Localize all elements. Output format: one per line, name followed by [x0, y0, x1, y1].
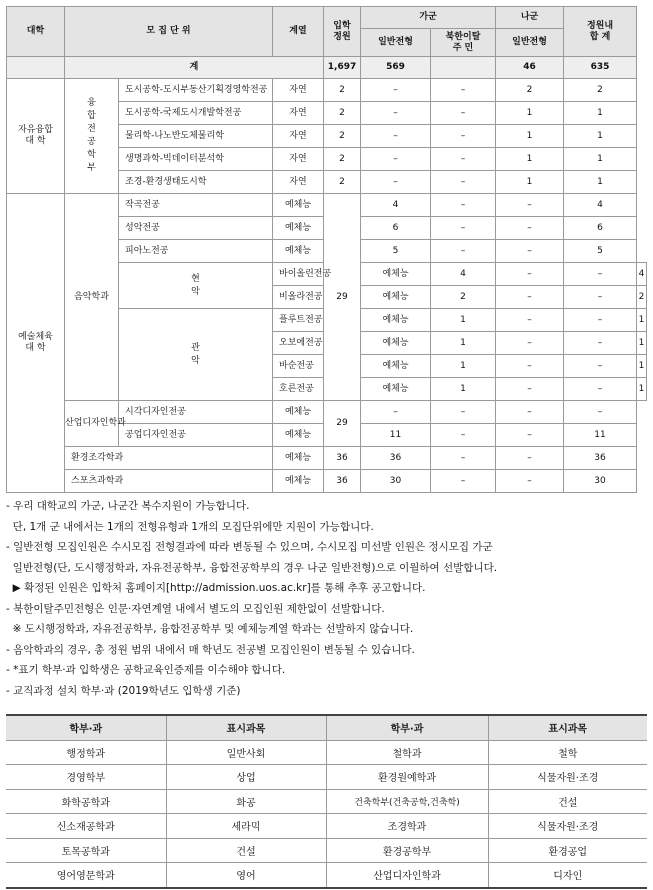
header-total: 정원내 합 계	[564, 7, 637, 57]
track-cell: 예체능	[273, 194, 324, 217]
quota-cell: 2	[324, 125, 361, 148]
major-name: 작곡전공	[119, 194, 273, 217]
ga-nk-cell: –	[431, 447, 496, 470]
sum-ga-nk	[431, 57, 496, 79]
note-line: 일반전형(단, 도시행정학과, 자유전공학부, 융합전공학부의 경우 나군 일반전형)으로 이월하여 선발합니다.	[6, 561, 498, 574]
ga-general-cell: 1	[431, 332, 496, 355]
ga-general-cell: 6	[361, 217, 431, 240]
total-cell: 1	[637, 332, 647, 355]
sum-label: 계	[65, 57, 324, 79]
major-name: 공업디자인전공	[119, 424, 273, 447]
track-cell: 자연	[273, 102, 324, 125]
teaching-header: 표시과목	[488, 715, 647, 740]
ga-nk-cell: –	[431, 148, 496, 171]
ga-nk-cell: –	[431, 102, 496, 125]
na-general-cell: –	[496, 240, 564, 263]
teaching-cell: 행정학과	[6, 740, 166, 765]
sum-quota: 1,697	[324, 57, 361, 79]
ga-general-cell: 4	[361, 194, 431, 217]
total-cell: 11	[564, 424, 637, 447]
na-general-cell: 1	[496, 125, 564, 148]
note-line: ※ 도시행정학과, 자유전공학부, 융합전공학부 및 예체능계열 학과는 선발하지 않습니다.	[6, 623, 414, 635]
teaching-cell: 세라믹	[166, 814, 326, 839]
quota-design: 29	[324, 401, 361, 447]
na-general-cell: 1	[496, 148, 564, 171]
ga-general-cell: –	[361, 171, 431, 194]
na-general-cell: –	[496, 194, 564, 217]
quota-cell: 2	[324, 171, 361, 194]
header-quota: 입학 정원	[324, 7, 361, 57]
track-cell: 예체능	[361, 286, 431, 309]
track-cell: 예체능	[273, 470, 324, 493]
ga-general-cell: –	[361, 148, 431, 171]
total-cell: 4	[637, 263, 647, 286]
ga-nk-cell: –	[431, 240, 496, 263]
header-ga-general: 일반전형	[361, 29, 431, 57]
teaching-cell: 철학	[488, 740, 647, 765]
ga-nk-cell: –	[496, 286, 564, 309]
note-line: - 일반전형 모집인원은 수시모집 전형결과에 따라 변동될 수 있으며, 수시모집 미선발 인원은 정시모집 가군	[6, 541, 493, 553]
total-cell: 1	[637, 378, 647, 401]
teaching-cell: 경영학부	[6, 765, 166, 790]
ga-general-cell: –	[361, 401, 431, 424]
ga-general-cell: 1	[431, 378, 496, 401]
ga-general-cell: 1	[431, 355, 496, 378]
college-fusion: 자유융합 대 학	[7, 79, 65, 194]
total-cell: 1	[564, 102, 637, 125]
track-cell: 자연	[273, 125, 324, 148]
teaching-cell: 식물자원·조경	[488, 765, 647, 790]
sum-ga-general: 569	[361, 57, 431, 79]
note-line: - 교직과정 설치 학부·과 (2019학년도 입학생 기준)	[6, 684, 241, 697]
major-name: 비올라전공	[273, 286, 324, 309]
sum-na-general: 46	[496, 57, 564, 79]
ga-general-cell: 30	[361, 470, 431, 493]
major-name: 도시공학-국제도시개발학전공	[119, 102, 273, 125]
na-general-cell: –	[496, 424, 564, 447]
note-line: - *표기 학부·과 입학생은 공학교육인증제를 이수해야 합니다.	[6, 664, 286, 676]
ga-general-cell: –	[361, 79, 431, 102]
major-name: 오보에전공	[273, 332, 324, 355]
teaching-cell: 철학과	[326, 740, 488, 765]
track-cell: 예체능	[361, 309, 431, 332]
quota-cell: 36	[324, 447, 361, 470]
teaching-cell: 영어	[166, 863, 326, 888]
track-cell: 예체능	[361, 332, 431, 355]
header-track: 계열	[273, 7, 324, 57]
major-name: 도시공학-도시부동산기획경영학전공	[119, 79, 273, 102]
dept-music: 음악학과	[65, 194, 119, 401]
na-general-cell: –	[496, 217, 564, 240]
ga-general-cell: 4	[431, 263, 496, 286]
teaching-cell: 토목공학과	[6, 838, 166, 863]
na-general-cell: 2	[496, 79, 564, 102]
header-ga-nk: 북한이탈 주 민	[431, 29, 496, 57]
na-general-cell: 1	[496, 102, 564, 125]
ga-nk-cell: –	[431, 194, 496, 217]
ga-general-cell: 5	[361, 240, 431, 263]
track-cell: 예체능	[273, 240, 324, 263]
track-cell: 자연	[273, 148, 324, 171]
teaching-cell: 환경원예학과	[326, 765, 488, 790]
major-name: 물리학-나노반도체물리학	[119, 125, 273, 148]
notes-section	[6, 496, 651, 701]
ga-general-cell: 36	[361, 447, 431, 470]
sum-total: 635	[564, 57, 637, 79]
header-ga-group: 가군	[361, 7, 496, 29]
note-line: - 음악학과의 경우, 총 정원 범위 내에서 매 학년도 전공별 모집인원이 변동될 수 있습니다.	[6, 643, 415, 656]
ga-nk-cell: –	[496, 309, 564, 332]
total-cell: 2	[564, 79, 637, 102]
teaching-cell: 산업디자인학과	[326, 863, 488, 888]
ga-nk-cell: –	[496, 378, 564, 401]
dept-name: 환경조각학과	[65, 447, 273, 470]
quota-cell: 2	[324, 148, 361, 171]
teaching-cell: 영어영문학과	[6, 863, 166, 888]
note-line: 단, 1개 군 내에서는 1개의 전형유형과 1개의 모집단위에만 지원이 가능합니다.	[6, 520, 374, 533]
ga-general-cell: 1	[431, 309, 496, 332]
ga-nk-cell: –	[431, 79, 496, 102]
total-cell: 1	[564, 148, 637, 171]
major-name: 바이올린전공	[273, 263, 324, 286]
major-name: 플루트전공	[273, 309, 324, 332]
teaching-header: 학부·과	[326, 715, 488, 740]
quota-cell: 36	[324, 470, 361, 493]
track-cell: 예체능	[273, 447, 324, 470]
ga-nk-cell: –	[431, 125, 496, 148]
teaching-cell: 상업	[166, 765, 326, 790]
total-cell: 36	[564, 447, 637, 470]
teaching-cell: 화공	[166, 789, 326, 814]
total-cell: 5	[564, 240, 637, 263]
total-cell: –	[564, 401, 637, 424]
na-general-cell: –	[496, 447, 564, 470]
track-cell: 자연	[273, 79, 324, 102]
na-general-cell: –	[496, 401, 564, 424]
na-general-cell: –	[564, 355, 637, 378]
total-cell: 6	[564, 217, 637, 240]
major-name: 조경-환경생태도시학	[119, 171, 273, 194]
dept-fusion: 융 합 전 공 학 부	[87, 98, 96, 173]
na-general-cell: –	[564, 378, 637, 401]
major-name: 성악전공	[119, 217, 273, 240]
teaching-cell: 건설	[488, 789, 647, 814]
ga-nk-cell: –	[431, 470, 496, 493]
teaching-cell: 환경공업	[488, 838, 647, 863]
quota-cell: 2	[324, 102, 361, 125]
note-line: - 북한이탈주민전형은 인문·자연계열 내에서 별도의 모집인원 제한없이 선발합니다.	[6, 602, 385, 615]
ga-nk-cell: –	[496, 355, 564, 378]
major-name: 시각디자인전공	[119, 401, 273, 424]
major-name: 호른전공	[273, 378, 324, 401]
na-general-cell: –	[564, 263, 637, 286]
header-unit: 모 집 단 위	[65, 7, 273, 57]
ga-nk-cell: –	[431, 401, 496, 424]
teaching-cell: 디자인	[488, 863, 647, 888]
total-cell: 4	[564, 194, 637, 217]
total-cell: 1	[564, 125, 637, 148]
track-cell: 예체능	[361, 263, 431, 286]
teaching-course-table	[6, 714, 647, 889]
admission-quota-table	[6, 6, 647, 493]
na-general-cell: –	[564, 309, 637, 332]
track-cell: 예체능	[273, 217, 324, 240]
header-na-general: 일반전형	[496, 29, 564, 57]
teaching-cell: 건설	[166, 838, 326, 863]
track-cell: 예체능	[361, 378, 431, 401]
ga-general-cell: –	[361, 102, 431, 125]
total-cell: 2	[637, 286, 647, 309]
teaching-cell: 건축학부(건축공학,건축학)	[326, 789, 488, 814]
ga-nk-cell: –	[496, 263, 564, 286]
ga-nk-cell: –	[431, 171, 496, 194]
teaching-cell: 화학공학과	[6, 789, 166, 814]
ga-nk-cell: –	[431, 217, 496, 240]
na-general-cell: –	[496, 470, 564, 493]
ga-general-cell: –	[361, 125, 431, 148]
track-cell: 자연	[273, 171, 324, 194]
teaching-header: 학부·과	[6, 715, 166, 740]
na-general-cell: –	[564, 332, 637, 355]
ga-nk-cell: –	[496, 332, 564, 355]
ga-nk-cell: –	[431, 424, 496, 447]
major-name: 생명과학-빅데이터분석학	[119, 148, 273, 171]
teaching-header: 표시과목	[166, 715, 326, 740]
track-cell: 예체능	[273, 401, 324, 424]
major-name: 바순전공	[273, 355, 324, 378]
note-line: ▶ 확정된 인원은 입학처 홈페이지[http://admission.uos.ac.kr]를 통해 추후 공고합니다.	[6, 582, 426, 594]
dept-name: 스포츠과학과	[65, 470, 273, 493]
teaching-cell: 신소재공학과	[6, 814, 166, 839]
header-na-group: 나군	[496, 7, 564, 29]
total-cell: 1	[637, 309, 647, 332]
string-instrument-label: 현 악	[191, 273, 200, 297]
teaching-cell: 환경공학부	[326, 838, 488, 863]
college-arts: 예술체육 대 학	[7, 194, 65, 493]
track-cell: 예체능	[273, 424, 324, 447]
teaching-cell: 일반사회	[166, 740, 326, 765]
wind-instrument-label: 관 악	[191, 342, 200, 366]
teaching-cell: 식물자원·조경	[488, 814, 647, 839]
dept-design: 산업디자인학과	[65, 401, 119, 447]
total-cell: 1	[637, 355, 647, 378]
teaching-cell: 조경학과	[326, 814, 488, 839]
major-name: 피아노전공	[119, 240, 273, 263]
ga-general-cell: 2	[431, 286, 496, 309]
header-college: 대학	[7, 7, 65, 57]
quota-cell: 2	[324, 79, 361, 102]
track-cell: 예체능	[361, 355, 431, 378]
note-line: - 우리 대학교의 가군, 나군간 복수지원이 가능합니다.	[6, 500, 250, 512]
na-general-cell: 1	[496, 171, 564, 194]
sum-row-blank	[7, 57, 65, 79]
total-cell: 30	[564, 470, 637, 493]
ga-general-cell: 11	[361, 424, 431, 447]
total-cell: 1	[564, 171, 637, 194]
quota-music: 29	[324, 194, 361, 401]
na-general-cell: –	[564, 286, 637, 309]
